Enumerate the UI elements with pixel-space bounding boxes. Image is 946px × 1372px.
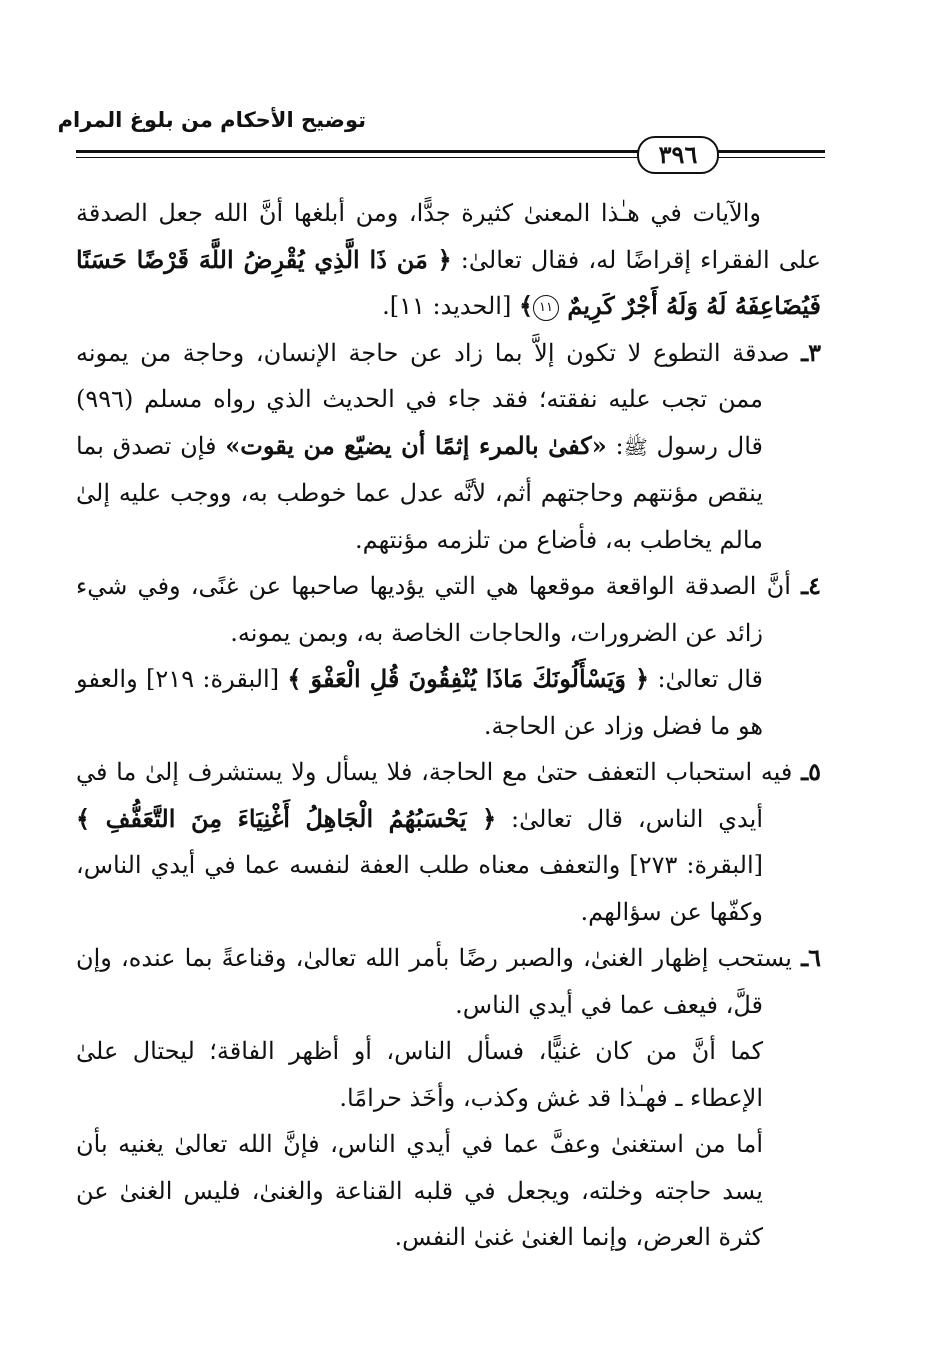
running-title: توضيح الأحكام من بلوغ المرام [57, 108, 366, 132]
salawat-glyph: ﷺ [623, 434, 648, 459]
header-rule-left [76, 150, 638, 153]
quran-verse-baqarah-219: ﴿ وَيَسْأَلُونَكَ مَاذَا يُنْفِقُونَ قُلِ الْعَفْوَ ﴾ [287, 664, 650, 693]
hadith-quote: «كفىٰ بالمرء إثمًا أن يضيّع من يقوت» [225, 430, 607, 460]
item-number: ٤ـ [801, 571, 821, 600]
item-text-continued: فإن تصدق بما ينقص مؤنتهم وحاجتهم أثم، لأنَّه عدل عما خوطب به، ووجب عليه إلىٰ مالم يخاطب به، فأضاع من تلزمه مؤنتهم. [76, 431, 763, 554]
list-item-4 [76, 563, 821, 656]
quran-close-bracket: ﴾ [518, 291, 534, 320]
list-item-5 [76, 749, 821, 935]
page-number: ٣٩٦ [637, 136, 719, 174]
list-item-4-continuation [76, 656, 821, 749]
item-text: أنَّ الصدقة الواقعة موقعها هي التي يؤديها صاحبها عن غنًى، وفي شيء زائد عن الضرورات، والحاجات الخاصة به، وبمن يمونه. [76, 572, 802, 647]
list-item-6-paragraph-2 [76, 1028, 821, 1121]
intro-text: والآيات في هـٰذا المعنىٰ كثيرة جدًّا، ومن أبلغها أنَّ الله جعل الصدقة على الفقراء إقراضًا له، فقال تعالىٰ: [76, 199, 821, 274]
ayah-number-marker: ١١ [533, 295, 559, 321]
header-rule-right [717, 150, 825, 153]
list-item-3 [76, 330, 821, 564]
list-item-6-paragraph-3 [76, 1121, 821, 1261]
header-rule-left-thin [76, 157, 638, 158]
item-text: يستحب إظهار الغنىٰ، والصبر رضًا بأمر الله تعالىٰ، وقناعةً بما عنده، وإن قلَّ، فيعف عما في أيدي الناس. [76, 944, 802, 1019]
item-text-colon: : [606, 431, 624, 460]
item-number: ٦ـ [801, 943, 821, 972]
item-text: صدقة التطوع لا تكون إلاَّ بما زاد عن حاجة الإنسان، وحاجة من يمونه ممن تجب عليه نفقته؛ فقد جاء في الحديث الذي رواه مسلم (٩٩٦) قال رسول [76, 338, 802, 460]
item-number: ٣ـ [801, 337, 821, 367]
intro-paragraph [76, 190, 821, 330]
item-text: فيه استحباب التعفف حتىٰ مع الحاجة، فلا يسأل ولا يستشرف إلىٰ ما في أيدي الناس، قال تعالىٰ: [76, 758, 802, 833]
list-item-6 [76, 935, 821, 1028]
item-text: قال تعالىٰ: [649, 665, 763, 693]
verse-reference: [الحديد: ١١]. [382, 292, 519, 320]
item-text-continued: [البقرة: ٢٧٣] والتعفف معناه طلب العفة لنفسه عما في أيدي الناس، وكفّها عن سؤالهم. [76, 851, 763, 926]
quran-verse-baqarah-273: ﴿ يَحْسَبُهُمُ الْجَاهِلُ أَغْنِيَاءَ مِنَ التَّعَفُّفِ ﴾ [76, 803, 497, 833]
item-text: أما من استغنىٰ وعفَّ عما في أيدي الناس، فإنَّ الله تعالىٰ يغنيه بأن يسد حاجته وخلته، ويجعل في قلبه القناعة والغنىٰ، فليس الغنىٰ عن كثرة العرض، وإنما الغنىٰ غنىٰ النفس. [76, 1130, 763, 1251]
item-text: كما أنَّ من كان غنيًّا، فسأل الناس، أو أظهر الفاقة؛ ليحتال علىٰ الإعطاء ـ فهـٰذا قد غش وكذب، وأخَذ حرامًا. [76, 1037, 763, 1112]
header-rule-right-thin [717, 157, 825, 158]
page-body [76, 190, 821, 1261]
item-number: ٥ـ [801, 757, 821, 786]
item-text-continued: [البقرة: ٢١٩] والعفو هو ما فضل وزاد عن الحاجة. [76, 665, 763, 740]
quran-verse-hadid: ﴿ مَن ذَا الَّذِي يُقْرِضُ اللَّهَ قَرْضًا حَسَنًا فَيُضَاعِفَهُ لَهُ وَلَهُ أَجْرٌ كَرِيمٌ [76, 244, 821, 320]
